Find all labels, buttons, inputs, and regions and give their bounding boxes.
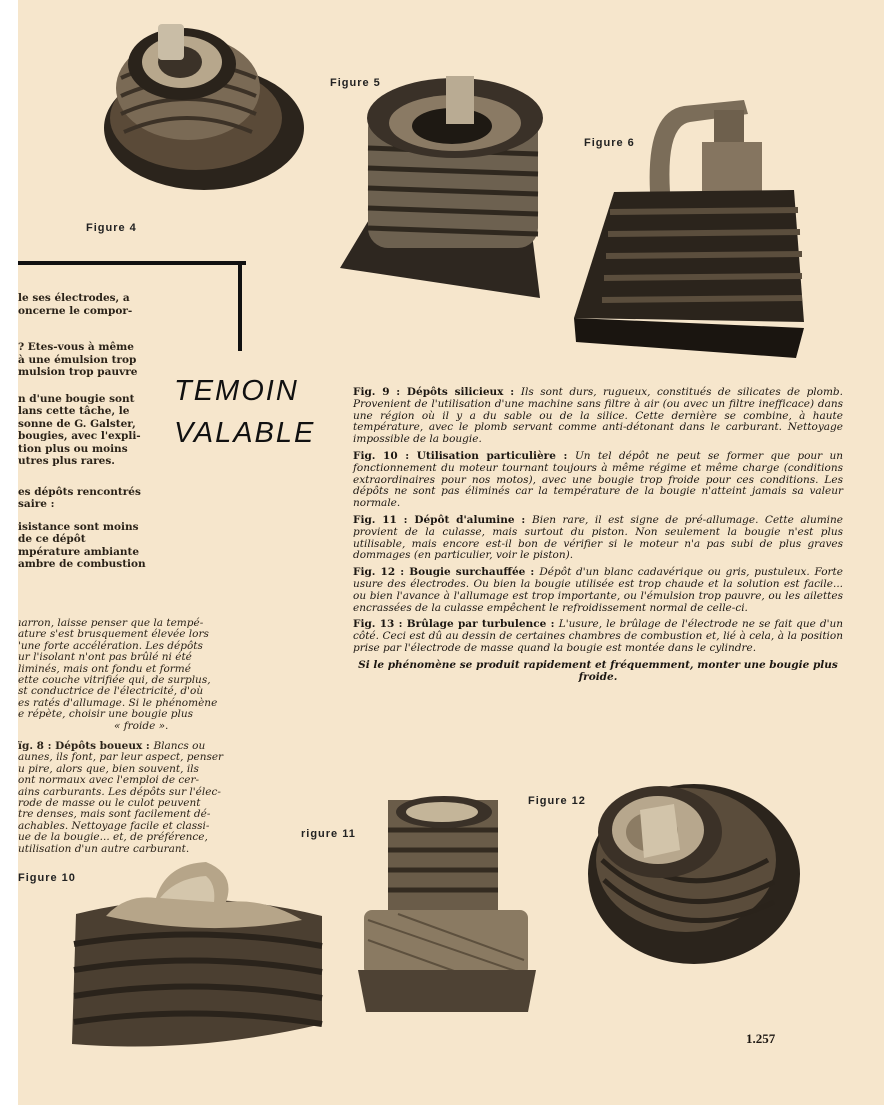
- spark-plug-photo-fig4: [76, 18, 306, 198]
- decorative-frame-right: [238, 261, 242, 351]
- spark-plug-photo-fig11: [358, 790, 538, 1018]
- spark-plug-photo-fig6: [574, 92, 810, 360]
- figure-12-caption: Figure 12: [528, 795, 586, 807]
- left-column-text: [18, 292, 146, 581]
- left-block-7: ïg. 8 : Dépôts boueux : Blancs ou aunes, ils font, par leur aspect, penser u pire, alors que, bien souvent, ils ont normaux avec l'emploi de cer- ains carburants. Les dépôts sur l'élec- rode de masse ou le culot peuvent tre denses, mais sont facilement dé- achables. Nettoyage facile et classi- ue de la bougie... et, de préférence, utilisation d'un autre carburant.: [18, 740, 224, 855]
- spark-plug-photo-fig10: [66, 854, 328, 1054]
- left-block-3: n d'une bougie sont lans cette tâche, le sonne de G. Galster, bougies, avec l'expli- tion plus ou moins utres plus rares.: [18, 392, 141, 467]
- page-number: 1.257: [746, 1031, 776, 1046]
- figure-4-caption: Figure 4: [86, 222, 137, 234]
- figure-11-caption: rigure 11: [301, 828, 356, 840]
- article-title: TEMOIN VALABLE: [174, 375, 316, 449]
- decorative-frame-top: [18, 261, 246, 265]
- magazine-page: [18, 0, 884, 1105]
- left-block-2: ? Etes-vous à même à une émulsion trop mulsion trop pauvre: [18, 341, 138, 378]
- left-block-1: le ses électrodes, a oncerne le compor-: [18, 292, 133, 317]
- fig9-paragraph: Fig. 9 : Dépôts silicieux : Ils sont durs, rugueux, constitués de silicates de plomb. Provenient de l'utilisation d'une machine sans filtre à air (ou avec un filtre inefficace) dans une région où il y a du sable ou de la silice. Cette dernière se combine, à haute température, avec le plomb servant comme anti-détonant dans le carburant. Nettoyage impossible de la bougie.: [353, 386, 843, 446]
- left-block-4: es dépôts rencontrés saire :: [18, 485, 141, 510]
- figure-10-caption: Figure 10: [18, 872, 76, 884]
- fig11-paragraph: Fig. 11 : Dépôt d'alumine : Bien rare, il est signe de pré-allumage. Cette alumine provient de la culasse, mais surtout du piston. Non seulement la bougie n'est plus utilisable, mais encore est-il bon de vérifier si le moteur n'a pas subi de plus graves dommages (en particulier, voir le piston).: [353, 513, 843, 562]
- spark-plug-photo-fig12: [578, 770, 804, 970]
- fig10-paragraph: Fig. 10 : Utilisation particulière : Un tel dépôt ne peut se former que pour un fonctionnement du moteur tournant toujours à même régime et même charge (conditions extraordinaires pour nos motos), avec une bougie trop froide pour ces conditions. Les dépôts ne sont pas éliminés car la température de la bougie n'atteint jamais sa valeur normale.: [353, 449, 843, 510]
- fig13-paragraph: Fig. 13 : Brûlage par turbulence : L'usure, le brûlage de l'électrode ne se fait que d'un côté. Ceci est dû au dessin de certaines chambres de combustion et, lié à cela, à la position prise par l'électrode de masse quand la bougie est montée dans le cylindre.: [353, 618, 843, 654]
- figure-6-caption: Figure 6: [584, 137, 635, 149]
- figure-5-caption: Figure 5: [330, 77, 381, 89]
- left-block-5: isistance sont moins de ce dépôt mpérature ambiante ambre de combustion: [18, 520, 146, 570]
- fig12-paragraph: Fig. 12 : Bougie surchauffée : Dépôt d'un blanc cadavérique ou gris, pustuleux. Forte usure des électrodes. Ou bien la bougie utilisée est trop chaude et la solution est facile... ou bien l'avance à l'allumage est trop importante, ou l'émulsion trop pauvre, ou les ailettes encrassées de la culasse empêchent le refroidissement normal de celle-ci.: [353, 566, 843, 614]
- left-block-6: ıarron, laisse penser que la tempé- ature s'est brusquement élevée lors 'une forte accélération. Les dépôts ur l'isolant n'ont pas brûlé ni été liminés, mais ont fondu et formé ette couche vitrifiée qui, de surplus, st conductrice de l'électricité, d'où es ratés d'allumage. Si le phénomène e répète, choisir une bougie plus « froide ».: [18, 617, 218, 732]
- right-column-text: [353, 387, 843, 688]
- closing-paragraph: Si le phénomène se produit rapidement et fréquemment, monter une bougie plus froide.: [358, 658, 838, 683]
- spark-plug-photo-fig5: [340, 68, 548, 308]
